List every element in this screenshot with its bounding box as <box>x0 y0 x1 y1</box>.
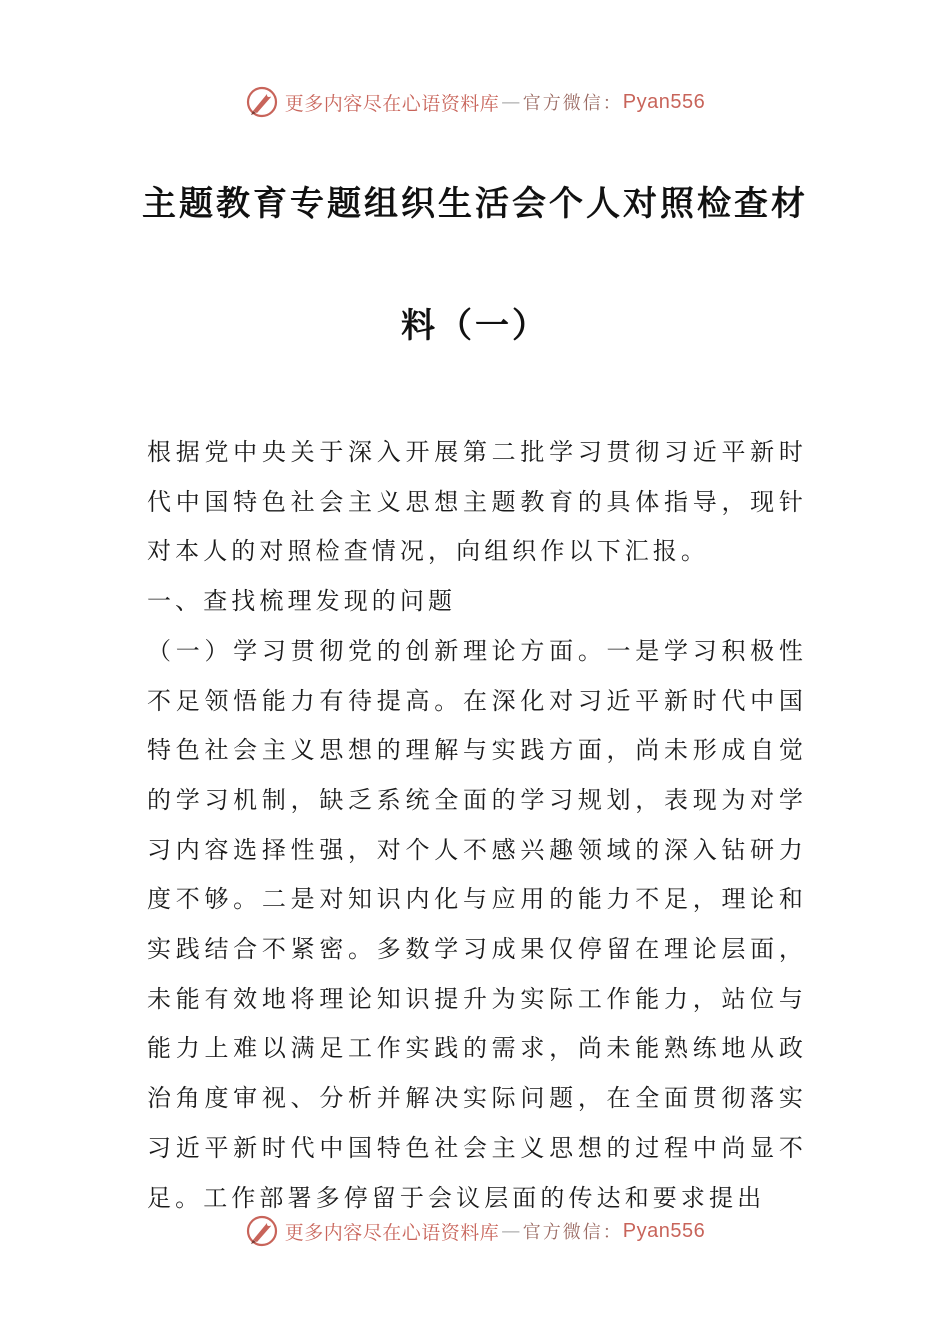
document-body <box>147 428 807 1223</box>
watermark-official-label: 官方微信： <box>522 93 623 114</box>
document-title-line-1: 主题教育专题组织生活会个人对照检查材 <box>142 184 808 224</box>
paragraph-subsection-1: （一）学习贯彻党的创新理论方面。一是学习积极性不足领悟能力有待提高。在深化对习近平新时代中国特色社会主义思想的理解与实践方面，尚未形成自觉的学习机制，缺乏系统全面的学习规划，表现为对学习内容选择性强，对个人不感兴趣领域的深入钻研力度不够。二是对知识内化与应用的能力不足，理论和实践结合不紧密。多数学习成果仅停留在理论层面，未能有效地将理论知识提升为实际工作能力，站位与能力上难以满足工作实践的需求，尚未能熟练地从政治角度审视、分析并解决实际问题，在全面贯彻落实习近平新时代中国特色社会主义思想的过程中尚显不足。工作部署多停留于会议层面的传达和要求提出 <box>147 636 807 1212</box>
header-watermark <box>0 82 950 122</box>
paragraph-section-heading: 一、查找梳理发现的问题 <box>147 587 457 616</box>
watermark-official-label: 官方微信： <box>522 1222 623 1243</box>
pen-logo-icon <box>245 85 279 119</box>
pen-logo-icon <box>245 1214 279 1248</box>
document-title-line-2: 料（一） <box>401 306 549 346</box>
watermark-brand: 更多内容尽在心语资料库 <box>284 92 500 115</box>
footer-watermark <box>0 1211 950 1251</box>
watermark-brand: 更多内容尽在心语资料库 <box>284 1221 500 1244</box>
watermark-wechat-id: Pyan556 <box>622 1219 706 1242</box>
watermark-separator: — <box>501 1220 521 1242</box>
watermark-wechat-id: Pyan556 <box>622 90 706 113</box>
paragraph-intro: 根据党中央关于深入开展第二批学习贯彻习近平新时代中国特色社会主义思想主题教育的具体指导，现针对本人的对照检查情况，向组织作以下汇报。 <box>147 438 807 566</box>
watermark-separator: — <box>501 91 521 113</box>
